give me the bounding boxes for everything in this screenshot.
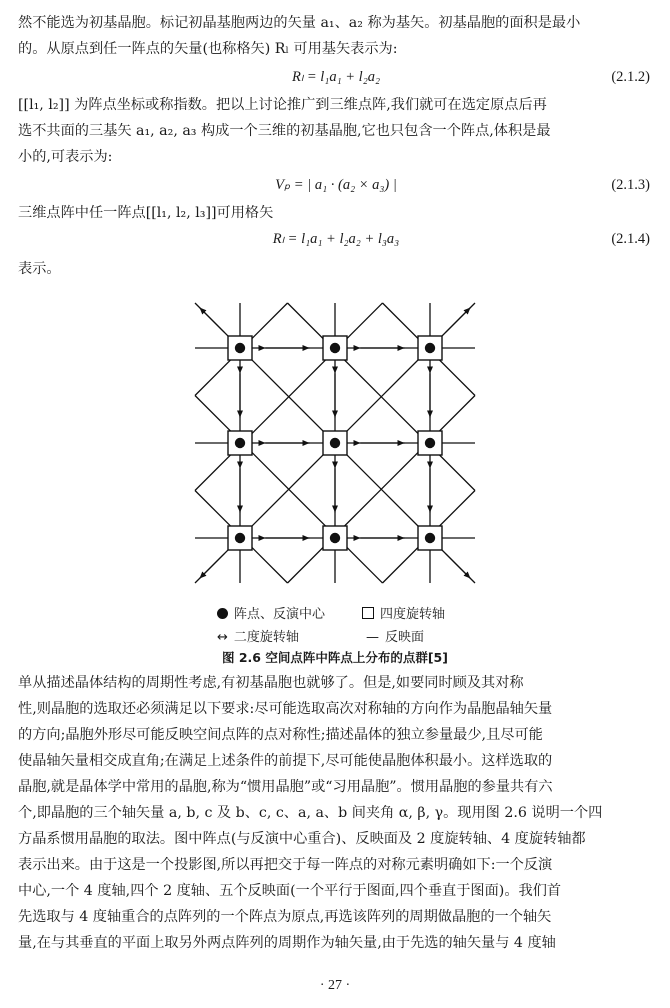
legend-mirror-plane: — 反映面: [366, 630, 425, 645]
lattice-point: [330, 533, 340, 543]
line-icon: —: [366, 630, 379, 645]
paragraph-conventional-cell: [18, 670, 654, 956]
lattice-point: [425, 438, 435, 448]
text-line: 晶胞,就是晶体学中常用的晶胞,称为“惯用晶胞”或“习用晶胞”。惯用晶胞的参量共有六: [18, 779, 553, 795]
lattice-point: [425, 533, 435, 543]
text-line: 表示出来。由于这是一个投影图,所以再把交于每一阵点的对称元素明确如下:一个反演: [18, 857, 553, 873]
text-line: 选不共面的三基矢 a₁, a₂, a₃ 构成一个三维的初基晶胞,它也只包含一个阵点,体积是最: [18, 123, 551, 139]
filled-circle-icon: [217, 608, 228, 619]
paragraph-lattice-vector: [18, 200, 654, 226]
equation-formula: Rₗ = l₁a₁ + l₂a₂: [291, 69, 381, 85]
text-line: 方晶系惯用晶胞的取法。图中阵点(与反演中心重合)、反映面及 2 度旋转轴、4 度旋转轴都: [18, 831, 586, 847]
equation-number: (2.1.3): [611, 177, 650, 193]
text-line: 然不能选为初基晶胞。标记初晶基胞两边的矢量 a₁、a₂ 称为基矢。初基晶胞的面积是最小: [18, 15, 581, 31]
twofold-axis-arrow: [200, 554, 225, 579]
text-line: [[l₁, l₂]] 为阵点坐标或称指数。把以上讨论推广到三维点阵,我们就可在选定原点后再: [18, 97, 547, 113]
paragraph-3d: [18, 92, 654, 170]
legend-lattice-point: 阵点、反演中心: [217, 603, 325, 622]
text-line: 小的,可表示为:: [18, 149, 113, 165]
square-icon: [362, 607, 374, 619]
lattice-point: [330, 343, 340, 353]
lattice-point: [235, 343, 245, 353]
page-number: · 27 ·: [319, 978, 351, 993]
equation-2-1-2: [18, 66, 654, 92]
equation-number: (2.1.2): [611, 69, 650, 85]
paragraph-express: [18, 256, 654, 282]
equation-2-1-3: [18, 174, 654, 200]
text-line: 先选取与 4 度轴重合的点阵列的一个阵点为原点,再选该阵列的周期做晶胞的一个轴矢: [18, 909, 552, 925]
equation-2-1-4: [18, 228, 654, 254]
text-line: 个,即晶胞的三个轴矢量 a, b, c 及 b、c, c、a, a、b 间夹角 α, β, γ。现用图 2.6 说明一个四: [18, 805, 603, 821]
legend-twofold-axis: ↔ 二度旋转轴: [217, 630, 299, 645]
text-line: 使晶轴矢量相交成直角;在满足上述条件的前提下,尽可能使晶胞体积最小。这样选取的: [18, 753, 553, 769]
lattice-point: [330, 438, 340, 448]
twofold-axis-arrow: [200, 308, 225, 333]
lattice-point: [235, 533, 245, 543]
text-line: 量,在与其垂直的平面上取另外两点阵列的周期作为轴矢量,由于先选的轴矢量与 4 度轴: [18, 935, 556, 951]
figure-caption: 图 2.6 空间点阵中阵点上分布的点群[5]: [222, 650, 448, 665]
equation-formula: Vₚ = | a₁ · (a₂ × a₃) |: [275, 177, 397, 193]
text-line: 性,则晶胞的选取还必须满足以下要求:尽可能选取高次对称轴的方向作为晶胞晶轴矢量: [18, 701, 553, 717]
lattice-point: [235, 438, 245, 448]
text-line: 三维点阵中任一阵点[[l₁, l₂, l₃]]可用格矢: [18, 205, 274, 221]
symmetry-lattice-figure: [185, 293, 485, 593]
legend-fourfold-axis: 四度旋转轴: [362, 603, 445, 622]
equation-formula: Rₗ = l₁a₁ + l₂a₂ + l₃a₃: [272, 231, 400, 247]
text-line: 单从描述晶体结构的周期性考虑,有初基晶胞也就够了。但是,如要同时顾及其对称: [18, 675, 524, 691]
equation-number: (2.1.4): [611, 231, 650, 247]
text-line: 的。从原点到任一阵点的矢量(也称格矢) Rₗ 可用基矢表示为:: [18, 41, 398, 57]
text-line: 的方向;晶胞外形尽可能反映空间点阵的点对称性;描述晶体的独立参量最少,且尽可能: [18, 727, 543, 743]
text-line: 中心,一个 4 度轴,四个 2 度轴、五个反映面(一个平行于图面,四个垂直于图面)。我们首: [18, 883, 562, 899]
paragraph-intro: [18, 10, 654, 62]
lattice-point: [425, 343, 435, 353]
text-line: 表示。: [18, 261, 61, 277]
double-arrow-icon: ↔: [217, 630, 228, 645]
twofold-axis-arrow: [446, 554, 471, 579]
twofold-axis-arrow: [446, 308, 471, 333]
